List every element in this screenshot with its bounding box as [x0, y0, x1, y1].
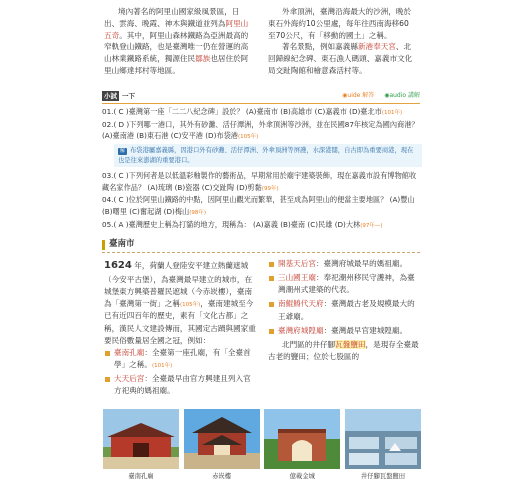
top-left-column [104, 6, 252, 77]
question-item: 02.( D )下列哪一港口，其外有砂灘、活仔潭洲，外傘頂洲等沙洲，並在民國87年核定為國內商港？ (A)臺南港 (B)東石港 (C)安平港 (D)布袋港(105年) [102, 119, 419, 141]
quiz-links [334, 91, 420, 100]
explain-icon: 解 [119, 148, 125, 155]
question-item: 04.( C )位於阿里山鐵路的中點，因阿里山觀光而繁華，甚至成為阿里山的便當主要地區？ (A)豐山 (B)曙里 (C)奮起湖 (D)梅山(98年) [102, 195, 415, 216]
photo-caption: 臺南孔廟 [128, 473, 154, 480]
list-item: 三山國王廟：奉祀潮州移民守護神，為臺灣潮州式建築的代表。 [268, 272, 420, 296]
tainan-intro: 1624 年，荷蘭人登陸安平建立熱蘭遮城（今安平古堡），為臺灣最早建立的城市，在城堡東方興築普羅民遮城（今赤崁樓），臺南為「臺灣第一街」之稱(105年)，臺南建城至今已有近四百年的歷史，素有「文化古都」之稱，漢民人文建設傳而，其國定古蹟與國家重要民俗數量居全國之冠，例如： [104, 260, 256, 345]
list-item: 開基天后宮：臺灣府城最早的媽祖廟。 [268, 258, 420, 270]
photo-card [184, 409, 260, 482]
tainan-body [104, 258, 420, 399]
photo-card [103, 409, 179, 482]
top-right-column [268, 6, 416, 77]
chihkan-tower-photo [184, 409, 260, 469]
confucius-temple-photo [103, 409, 179, 469]
photo-strip [103, 409, 421, 482]
photo-caption: 赤崁樓 [212, 473, 232, 480]
quiz-tag: 小試 一下 [104, 92, 135, 100]
list-item: 大天后宮：全臺最早由官方興建且列入官方祀典的媽祖廟。 [104, 373, 258, 397]
question-list [102, 106, 422, 231]
eternal-fortress-photo [264, 409, 340, 469]
audio-link[interactable]: ◉audio 講解 [384, 92, 420, 99]
quiz-header [102, 90, 420, 104]
top-columns [104, 6, 416, 77]
alishan-paragraph: 境內著名的阿里山國家級風景區，日出、雲海、晚霞、神木與鐵道並列為阿里山五奇。其中，阿里山森林鐵路為亞洲最高的窄軌登山鐵路，也是臺灣唯一仍在營運的高山林業鐵路系統，獨源住民鄒族也居住於阿里山鄉達邦村等地區。 [104, 7, 249, 75]
tainan-left-column [104, 258, 258, 399]
photo-card [264, 409, 340, 482]
question-item: 05.( A )臺灣歷史上稱為打貓的地方，現稱為： (A)嘉義 (B)臺南 (C)民雄 (D)大林(97年—) [102, 219, 383, 229]
tainan-right-column [268, 258, 420, 399]
answer-link[interactable]: ◉uide 解答 [342, 92, 375, 99]
section-title: 臺南市 [109, 239, 135, 249]
list-item: 臺灣府城隍廟：臺灣最早官建城隍廟。 [268, 325, 420, 337]
waisanding-paragraph: 外傘頂洲，臺灣沿海最大的沙洲，晚於東石外海約10公里處，每年往西南海移60至70公尺，有「移動的國土」之稱。 [268, 7, 412, 40]
salt-field-photo [345, 409, 421, 469]
attractions-paragraph: 著名景點，例如嘉義縣新港奉天宮、北回歸線紀念碑、東石漁人碼頭、嘉義市文化局交趾陶館和檜意森活村等。 [268, 42, 413, 75]
section-heading [102, 238, 420, 253]
section-marker [102, 240, 105, 250]
explanation-tip: 解 布袋港屬嘉義縣，因港口外有砂灘、活仔潭洲、外傘頂洲等屏護，水深港闊，自古即為重要商港，現在也是往來澎湖的重要港口。 [114, 144, 422, 167]
photo-caption: 井仔腳瓦盤鹽田 [360, 473, 405, 480]
list-item: 臺南孔廟：全臺第一座孔廟，有「全臺首學」之稱。(101年) [104, 347, 258, 371]
list-item: 南鯤鯓代天府：臺灣最古老及規模最大的王爺廟。 [268, 298, 420, 322]
salt-field-paragraph: 北門區的井仔腳瓦盤鹽田，是現存全臺最古老的鹽田；位於七股區的 [268, 339, 419, 361]
question-item: 03.( C )下列何者是以低溫彩釉製作的藝術品，早期常用於廟宇建築裝飾，現在嘉義市設有博物館收藏名家作品？ (A)琉璃 (B)瓷器 (C)交趾陶 (D)剪黏(99年) [102, 170, 417, 192]
photo-caption: 億載金城 [289, 473, 315, 480]
photo-card [345, 409, 421, 482]
question-item: 01.( C )臺灣第一座「二二八紀念碑」設於？ (A)臺南市 (B)高雄市 (C)嘉義市 (D)臺北市(101年) [102, 107, 403, 116]
